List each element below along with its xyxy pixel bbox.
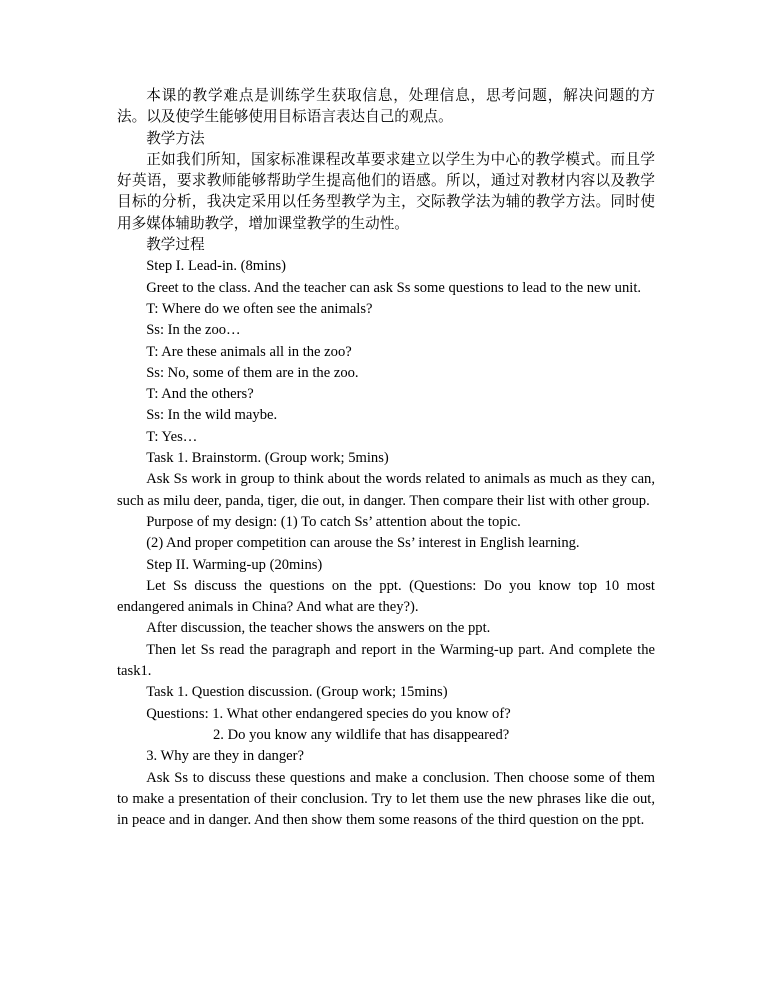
question-1: Questions: 1. What other endangered species do you know of? [146,705,511,722]
paragraph-conclusion: Ask Ss to discuss these questions and make a conclusion. Then choose some of them to make a presentation of their conclusion. Try to let them use the new phrases like die out, in peace and in danger. And then show them some reasons of the third question on the ppt. [117,769,655,829]
question-2: 2. Do you know any wildlife that has disappeared? [213,726,510,743]
dialogue-line: Ss: In the wild maybe. [146,407,278,424]
paragraph-after-discussion: After discussion, the teacher shows the answers on the ppt. [146,620,491,637]
task-1-question-heading: Task 1. Question discussion. (Group work; 15mins) [146,684,448,701]
step-1-heading: Step I. Lead-in. (8mins) [146,258,287,275]
dialogue-line: Ss: In the zoo… [146,322,241,339]
document-page [117,86,655,831]
paragraph-teaching-difficulty: 本课的教学难点是训练学生获取信息，处理信息，思考问题，解决问题的方法。以及使学生能够使用目标语言表达自己的观点。 [117,88,655,126]
paragraph-greet: Greet to the class. And the teacher can ask Ss some questions to lead to the new unit. [146,279,642,296]
purpose-line-2: (2) And proper competition can arouse the Ss’ interest in English learning. [146,535,580,552]
heading-teaching-method: 教学方法 [146,130,205,147]
paragraph-brainstorm: Ask Ss work in group to think about the words related to animals as much as they can, such as milu deer, panda, tiger, die out, in danger. Then compare their list with other group. [117,471,655,509]
dialogue-line: T: Where do we often see the animals? [146,300,373,317]
heading-teaching-process: 教学过程 [146,237,205,254]
paragraph-read-report: Then let Ss read the paragraph and report in the Warming-up part. And complete the task1. [117,641,655,680]
task-1-brainstorm-heading: Task 1. Brainstorm. (Group work; 5mins) [146,450,389,467]
dialogue-line: T: Yes… [146,428,198,445]
step-2-heading: Step II. Warming-up (20mins) [146,556,323,573]
paragraph-teaching-method: 正如我们所知，国家标准课程改革要求建立以学生为中心的教学模式。而且学好英语，要求教师能够帮助学生提高他们的语感。所以，通过对教材内容以及教学目标的分析，我决定采用以任务型教学为主，交际教学法为辅的教学方法。同时使用多媒体辅助教学，增加课堂教学的生动性。 [117,151,655,232]
paragraph-discuss: Let Ss discuss the questions on the ppt. (Questions: Do you know top 10 most endangered animals in China? And what are they?). [117,577,655,616]
question-3: 3. Why are they in danger? [146,748,304,765]
purpose-line-1: Purpose of my design: (1) To catch Ss’ attention about the topic. [146,513,521,530]
dialogue-line: T: And the others? [146,386,254,403]
dialogue-line: Ss: No, some of them are in the zoo. [146,364,359,381]
dialogue-line: T: Are these animals all in the zoo? [146,343,352,360]
